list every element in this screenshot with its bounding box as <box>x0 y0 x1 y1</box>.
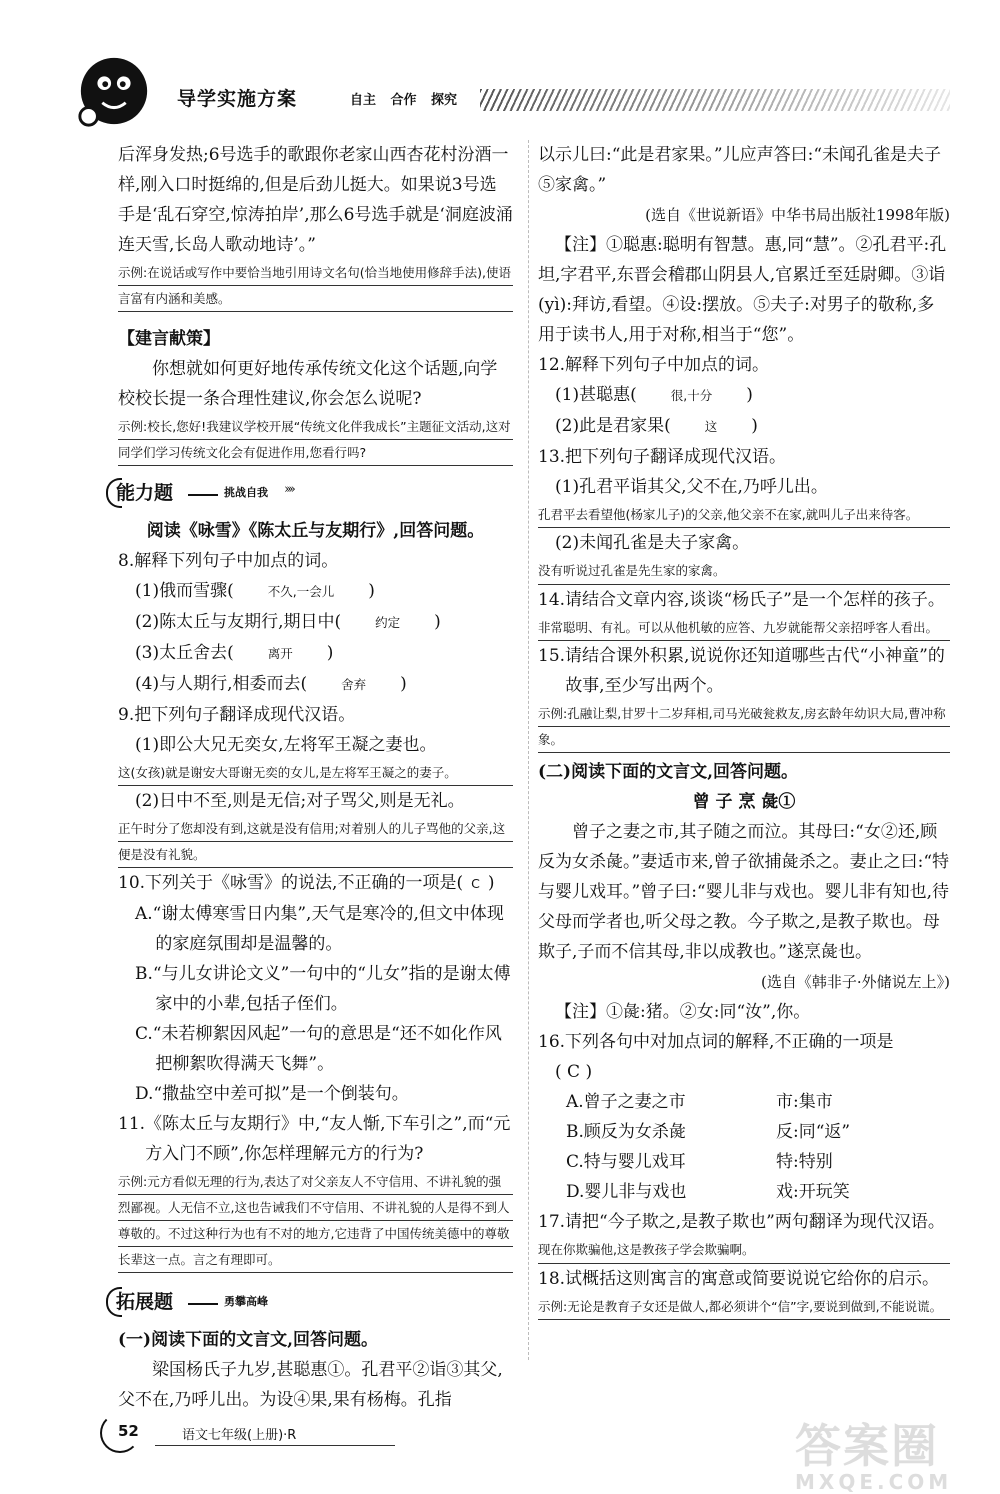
q9-stem: 9.把下列句子翻译成现代汉语。 <box>118 705 356 725</box>
q9-2: (2)日中不至,则是无信;对子骂父,则是无礼。 <box>135 791 465 811</box>
fill-text: ) <box>434 612 441 632</box>
page-number: 52 <box>118 1422 139 1440</box>
banner-arrows-icon: ›››› <box>284 482 293 497</box>
fill-answer: 不久,一会儿 <box>267 584 335 599</box>
fill-answer: 舍弃 <box>341 677 367 692</box>
q17-stem: 17.请把“今子欺之,是教子欺也”两句翻译为现代汉语。 <box>538 1212 945 1232</box>
q16-option <box>538 1177 950 1207</box>
book-label: 语文七年级(上册)·R <box>182 1428 297 1443</box>
passage1-text: 梁国杨氏子九岁,甚聪惠①。孔君平②诣③其父,父不在,乃呼儿出。为设④果,果有杨梅。孔指 <box>118 1360 503 1410</box>
q9-2-answer: 正午时分了您却没有到,这就是没有信用;对着别人的儿子骂他的父亲,这便是没有礼貌。 <box>118 816 513 868</box>
header-subtitle: 自主 合作 探究 <box>350 93 458 108</box>
q9-1-answer: 这(女孩)就是谢安大哥谢无奕的女儿,是左将军王凝之的妻子。 <box>118 760 513 786</box>
passage1-continued: 以示儿曰:“此是君家果。”儿应声答曰:“未闻孔雀是夫子⑤家禽。” <box>538 145 942 195</box>
passage2-title: 曾 子 烹 彘① <box>692 792 796 812</box>
q16-option-gloss: 戏:开玩笑 <box>776 1182 850 1202</box>
q16-option-sentence: B.顾反为女杀彘 <box>566 1122 686 1142</box>
q18-stem: 18.试概括这则寓言的寓意或简要说说它给你的启示。 <box>538 1269 940 1289</box>
part2-heading: (二)阅读下面的文言文,回答问题。 <box>538 762 799 782</box>
banner-line <box>188 1303 218 1305</box>
footer-line <box>155 1445 395 1446</box>
extension-subtitle: 勇攀高峰 <box>224 1295 268 1308</box>
page-footer <box>100 1415 400 1455</box>
q16-option-sentence: D.婴儿非与戏也 <box>566 1182 687 1202</box>
watermark <box>795 1410 952 1494</box>
watermark-logo: 答案圈 <box>795 1419 939 1473</box>
fill-answer: 很,十分 <box>670 388 713 403</box>
fill-text: ) <box>746 385 753 405</box>
q16-option <box>538 1147 950 1177</box>
q8-stem: 8.解释下列句子中加点的词。 <box>118 551 339 571</box>
q16-option-sentence: C.特与婴儿戏耳 <box>566 1152 686 1172</box>
source1: (选自《世说新语》中华书局出版社1998年版) <box>645 206 950 224</box>
fill-text: ) <box>368 581 375 601</box>
advice-text: 你想就如何更好地传承传统文化这个话题,向学校校长提一条合理性建议,你会怎么说呢? <box>118 359 498 409</box>
q10-option: A.“谢太傅寒雪日内集”,天气是寒冷的,但文中体现的家庭氛围却是温馨的。 <box>135 904 504 954</box>
q10-option: D.“撒盐空中差可拟”是一个倒装句。 <box>135 1084 409 1104</box>
mascot-icon <box>75 52 153 130</box>
intro-text: 后浑身发热;6号选手的歌跟你老家山西杏花村汾酒一样,刚入口时挺绵的,但是后劲儿挺大。如果说3号选手是‘乱石穿空,惊涛拍岸’,那么6号选手就是‘洞庭波涌连天雪,长岛人歌动地诗’。” <box>118 145 513 255</box>
notes2: 【注】①彘:猪。②女:同“汝”,你。 <box>555 1002 811 1022</box>
q18-answer: 示例:无论是教育子女还是做人,都必须讲个“信”字,要说到做到,不能说谎。 <box>538 1294 950 1320</box>
q10-option: B.“与儿女讲论文义”一句中的“儿女”指的是谢太傅家中的小辈,包括子侄们。 <box>135 964 511 1014</box>
q16-stem: 16.下列各句中对加点词的解释,不正确的一项是 <box>538 1032 894 1052</box>
q13-1-answer: 孔君平去看望他(杨家儿子)的父亲,他父亲不在家,就叫儿子出来待客。 <box>538 502 950 528</box>
ability-title: 能力题 <box>116 482 174 504</box>
fill-text: ) <box>400 674 407 694</box>
passage2-text: 曾子之妻之市,其子随之而泣。其母曰:“女②还,顾反为女杀彘。”妻适市来,曾子欲捕彘杀之。妻止之曰:“特与婴儿戏耳。”曾子曰:“婴儿非与戏也。婴儿非有知也,待父母而学者也,听父母之教。今子欺之,是教子欺也。母欺子,子而不信其母,非以成教也。”遂烹彘也。 <box>538 822 950 962</box>
source2: (选自《韩非子·外储说左上》) <box>761 973 950 991</box>
fill-text: ) <box>326 643 334 663</box>
fill-item <box>118 638 513 669</box>
fill-text: (4)与人期行,相委而去( <box>135 674 308 694</box>
extension-banner <box>106 1285 513 1321</box>
ability-banner <box>106 476 513 512</box>
fill-item <box>118 669 513 700</box>
header-title: 导学实施方案 <box>177 88 298 110</box>
q16-option-gloss: 反:同“返” <box>776 1122 851 1142</box>
fill-text: (2)此是君家果( <box>555 416 671 436</box>
q15-answer: 示例:孔融让梨,甘罗十二岁拜相,司马光破瓮救友,房玄龄年幼识大局,曹冲称象。 <box>538 701 950 753</box>
intro-answer: 示例:在说话或写作中要恰当地引用诗文名句(恰当地使用修辞手法),使语言富有内涵和美感。 <box>118 260 513 312</box>
fill-item <box>118 607 513 638</box>
q12-stem: 12.解释下列句子中加点的词。 <box>538 355 770 375</box>
q12-items <box>538 380 950 442</box>
page-header <box>85 62 945 117</box>
q16-option <box>538 1087 950 1117</box>
fill-answer: 这 <box>704 419 718 434</box>
fill-item <box>118 576 513 607</box>
header-decoration <box>480 89 950 111</box>
q10-answer: C <box>471 876 480 891</box>
fill-text: (3)太丘舍去( <box>135 643 234 663</box>
q8-items <box>118 576 513 700</box>
fill-text: (2)陈太丘与友期行,期日中( <box>135 612 342 632</box>
q17-answer: 现在你欺骗他,这是教孩子学会欺骗啊。 <box>538 1237 950 1264</box>
fill-text: ) <box>751 416 758 436</box>
read-instruction: 阅读《咏雪》《陈太丘与友期行》,回答问题。 <box>146 521 485 541</box>
q10-stem: 10.下列关于《咏雪》的说法,不正确的一项是( C ) <box>118 873 495 893</box>
q13-2: (2)未闻孔雀是夫子家禽。 <box>555 533 750 553</box>
notes1: 【注】①聪惠:聪明有智慧。惠,同“慧”。②孔君平:孔坦,字君平,东晋会稽郡山阴县人,官累迁至廷尉卿。③诣(yì):拜访,看望。④设:摆放。⑤夫子:对男子的敬称,多用于读书人,用于对称,相当于“您”。 <box>538 235 947 345</box>
watermark-url: MXQE.COM <box>795 1470 953 1494</box>
q14-answer: 非常聪明、有礼。可以从他机敏的应答、九岁就能帮父亲招呼客人看出。 <box>538 615 950 641</box>
q10-option: C.“未若柳絮因风起”一句的意思是“还不如化作风把柳絮吹得满天飞舞”。 <box>135 1024 502 1074</box>
q16-option <box>538 1117 950 1147</box>
q13-stem: 13.把下列句子翻译成现代汉语。 <box>538 447 787 467</box>
q14-stem: 14.请结合文章内容,谈谈“杨氏子”是一个怎样的孩子。 <box>538 590 945 610</box>
q16-answer: ( C ) <box>555 1062 593 1082</box>
q16-option-gloss: 市:集市 <box>776 1092 833 1112</box>
q15-stem: 15.请结合课外积累,说说你还知道哪些古代“小神童”的故事,至少写出两个。 <box>538 646 945 696</box>
ability-subtitle: 挑战自我 <box>224 486 268 499</box>
q13-1: (1)孔君平诣其父,父不在,乃呼儿出。 <box>555 477 828 497</box>
advice-answer: 示例:校长,您好!我建议学校开展“传统文化伴我成长”主题征文活动,这对同学们学习传统文化会有促进作用,您看行吗? <box>118 414 513 466</box>
fill-text: (1)俄而雪骤( <box>135 581 234 601</box>
q11-stem: 11.《陈太丘与友期行》中,“友人惭,下车引之”,而“元方入门不顾”,你怎样理解元方的行为? <box>118 1114 511 1164</box>
q11-answer: 示例:元方看似无理的行为,表达了对父亲友人不守信用、不讲礼貌的强烈鄙视。人无信不立,这也告诫我们不守信用、不讲礼貌的人是得不到人尊敬的。不过这种行为也有不对的地方,它违背了中国传统美德中的尊敬长辈这一点。言之有理即可。 <box>118 1169 513 1273</box>
q13-2-answer: 没有听说过孔雀是先生家的家禽。 <box>538 558 950 585</box>
advice-heading: 【建言献策】 <box>118 329 220 349</box>
q16-options <box>538 1087 950 1207</box>
right-column <box>538 140 950 1320</box>
q10-options <box>118 899 513 1109</box>
fill-answer: 约定 <box>375 615 401 630</box>
fill-text: (1)甚聪惠( <box>555 385 637 405</box>
fill-item <box>538 380 950 411</box>
q16-option-gloss: 特:特别 <box>776 1152 833 1172</box>
part1-heading: (一)阅读下面的文言文,回答问题。 <box>118 1330 379 1350</box>
extension-title: 拓展题 <box>116 1291 174 1313</box>
fill-item <box>538 411 950 442</box>
fill-answer: 离开 <box>267 646 293 661</box>
q9-1: (1)即公大兄无奕女,左将军王凝之妻也。 <box>135 735 437 755</box>
q16-option-sentence: A.曾子之妻之市 <box>566 1092 686 1112</box>
left-column <box>118 140 513 1415</box>
column-divider <box>528 140 529 1360</box>
banner-line <box>188 494 218 496</box>
